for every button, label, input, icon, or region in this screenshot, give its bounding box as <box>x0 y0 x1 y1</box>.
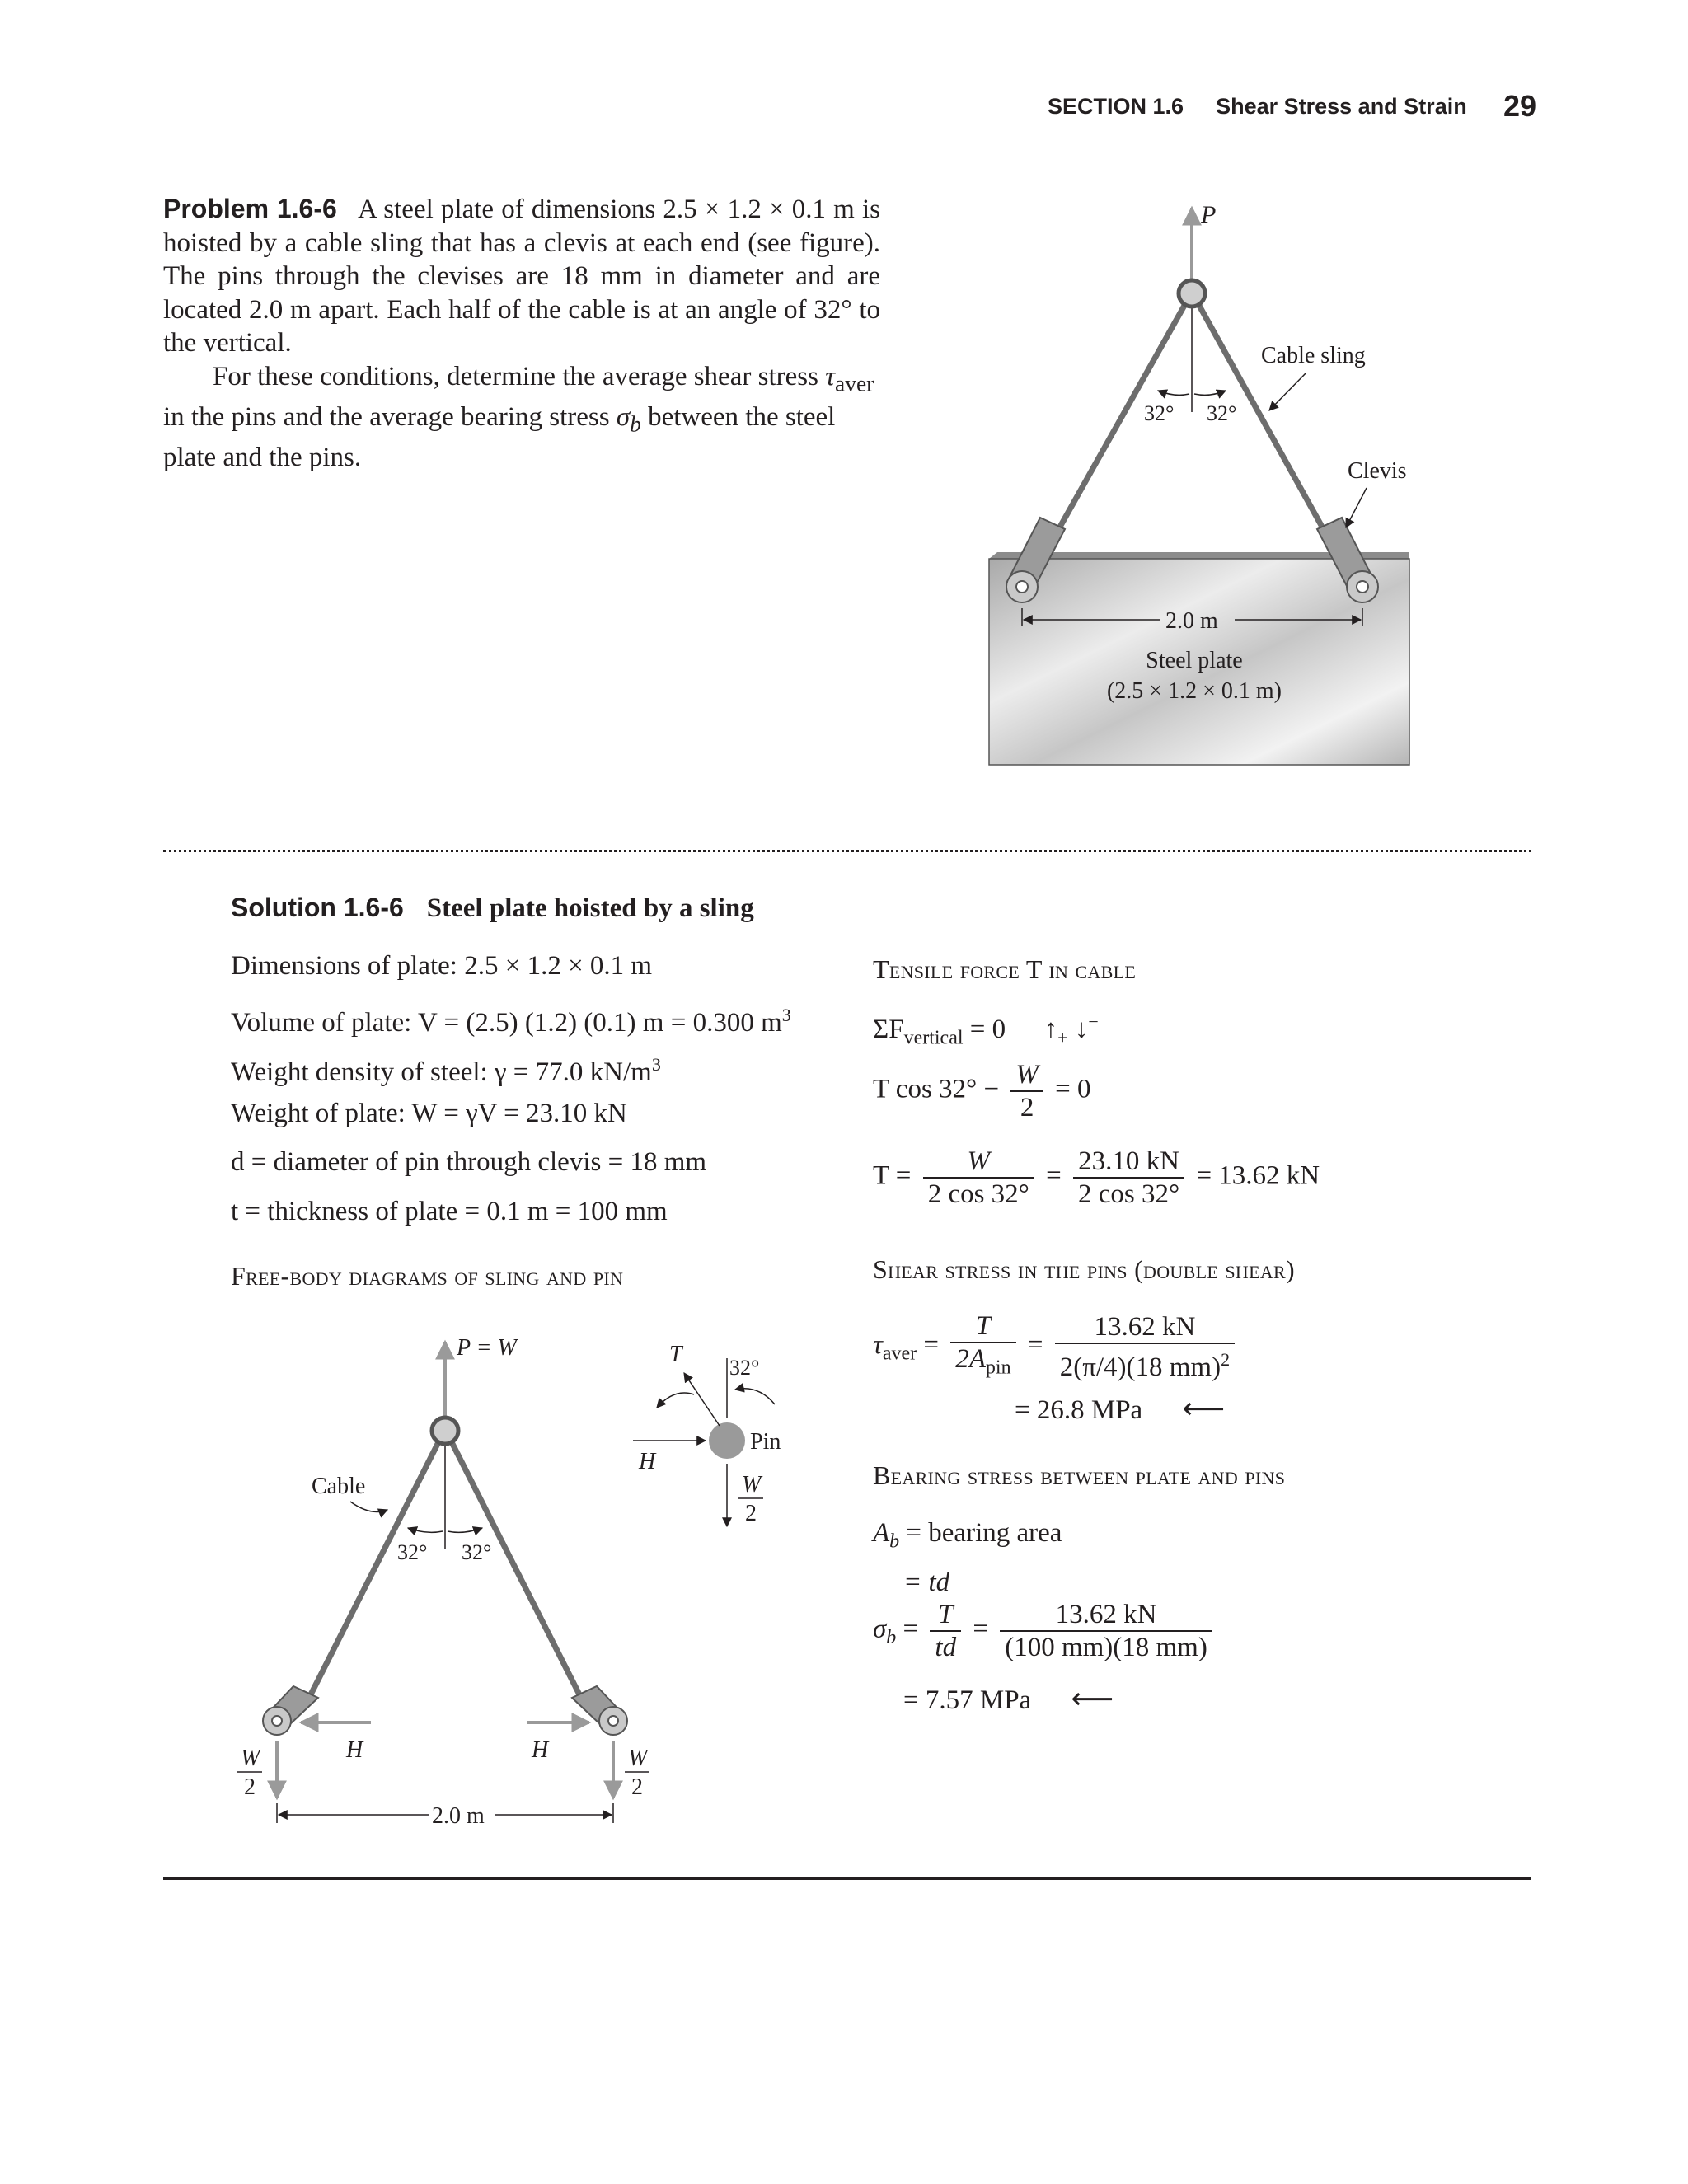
bearing-stress-result: = 7.57 MPa ⟵ <box>903 1682 1114 1716</box>
fbd-pin-label: Pin <box>750 1429 781 1455</box>
answer-arrow-icon: ⟵ <box>1071 1682 1114 1716</box>
problem-label: Problem 1.6-6 <box>163 194 337 223</box>
svg-text:W: W <box>628 1746 648 1771</box>
fbd-h-left: H <box>346 1737 363 1763</box>
plate-volume: Volume of plate: V = (2.5) (1.2) (0.1) m = 0.300 $m^3$ <box>231 1005 791 1038</box>
svg-text:32°: 32° <box>462 1540 492 1564</box>
fbd-cable-label: Cable <box>312 1474 366 1499</box>
fbd-heading: Free-body diagrams of sling and pin <box>231 1261 624 1291</box>
plate-dimensions: Dimensions of plate: 2.5 × 1.2 × 0.1 m <box>231 951 653 981</box>
shear-heading: Shear stress in the pins (double shear) <box>873 1254 1295 1284</box>
plate-weight: Weight of plate: W = γV = 23.10 kN <box>231 1099 627 1128</box>
section-number: SECTION 1.6 <box>1048 94 1184 119</box>
plate-dims: (2.5 × 1.2 × 0.1 m) <box>1106 678 1282 704</box>
solution-title: Steel plate hoisted by a sling <box>426 893 754 923</box>
svg-text:T: T <box>669 1342 682 1367</box>
angle-right-label: 32° <box>1207 401 1237 425</box>
plate-label: Steel plate <box>1146 648 1243 673</box>
plate-thickness-definition: t = thickness of plate = 0.1 m = 100 mm <box>231 1197 668 1226</box>
solution-label: Solution 1.6-6 <box>231 893 404 922</box>
bottom-rule <box>163 1877 1531 1880</box>
pin-diameter-definition: d = diameter of pin through clevis = 18 mm <box>231 1147 707 1177</box>
tension-result-eq: T = $\frac{W}{2 \cos 32^\circ}$ = $\frac{23.10 kN}{2 \cos 32^\circ}$ = 13.62 kN <box>873 1146 1320 1209</box>
problem-statement: Problem 1.6-6 A steel plate of dimensions 2.5 × 1.2 × 0.1 m is hoisted by a cable sling that has a clevis at each end (see figure). The pins through the clevises are 18 mm in diameter and are located 2.0 m apart. Each half of the cable is at an angle of 32° to the vertical. For these conditions, determine the average shear stress $\tau_{aver}$ in the pins and the average bearing stress $\sigma_b$ between the steel plate and the pins. <box>163 194 881 472</box>
cable-sling <box>1055 297 1327 536</box>
span-label: 2.0 m <box>1165 608 1218 634</box>
weight-density: Weight density of steel: γ = 77.0 $kN/m^3$ <box>231 1054 661 1087</box>
dotted-separator <box>163 850 1531 852</box>
shear-stress-result: = 26.8 MPa ⟵ <box>1015 1392 1226 1426</box>
bearing-area-def: $A_b$ = bearing area <box>873 1518 1062 1553</box>
fbd-h-right: H <box>532 1737 549 1763</box>
svg-text:32°: 32° <box>397 1540 428 1564</box>
bearing-heading: Bearing stress between plate and pins <box>873 1460 1286 1490</box>
bearing-stress-eq: $\sigma_b$ = $\frac{T}{td}$ = $\frac{13.62 kN}{(100 mm)(18 mm)}$ <box>873 1599 1217 1663</box>
equilibrium-eq: T cos 32° − $\frac{W}{2}$ = 0 <box>873 1060 1091 1122</box>
angle-left-label: 32° <box>1144 401 1175 425</box>
svg-text:W: W <box>241 1746 260 1771</box>
tensile-heading: Tensile force T in cable <box>873 954 1137 984</box>
shear-stress-eq: $\tau_{aver}$ = $\frac{T}{2A_{pin}}$ = $\frac{13.62 kN}{2(\pi/4)(18 mm)^2}$ <box>873 1310 1240 1384</box>
fbd-pin <box>709 1422 745 1459</box>
fbd-p-equals-w: P = W <box>457 1335 517 1361</box>
svg-text:W: W <box>742 1472 762 1497</box>
problem-figure <box>973 190 1434 783</box>
problem-paragraph-1: A steel plate of dimensions 2.5 × 1.2 × 0.1 m is hoisted by a cable sling that has a clevis at each end (see figure). The pins through the clevises are 18 mm in diameter and are located 2.0 m apart. Each half of the cable is at an angle of 32° to the vertical. <box>163 194 881 358</box>
load-label: P <box>1201 201 1217 228</box>
bearing-area-td: = td <box>903 1568 950 1597</box>
svg-text:H: H <box>639 1449 656 1474</box>
section-title: Shear Stress and Strain <box>1216 94 1467 119</box>
svg-text:2: 2 <box>745 1501 757 1526</box>
svg-text:2: 2 <box>631 1774 643 1800</box>
lifting-ring <box>1179 280 1205 307</box>
free-body-diagrams <box>223 1319 816 1846</box>
solution-heading <box>231 893 754 924</box>
fbd-span-label: 2.0 m <box>432 1803 485 1829</box>
sum-forces-eq: $\Sigma F_{vertical} = 0$ $↑_+$ ↓− <box>873 1011 1099 1049</box>
cable-sling-label: Cable sling <box>1261 343 1366 368</box>
answer-arrow-icon: ⟵ <box>1182 1392 1226 1426</box>
svg-text:2: 2 <box>244 1774 256 1800</box>
page-number: 29 <box>1503 89 1537 123</box>
clevis-label: Clevis <box>1348 458 1407 484</box>
running-header <box>1048 94 1467 120</box>
svg-text:32°: 32° <box>729 1356 760 1380</box>
